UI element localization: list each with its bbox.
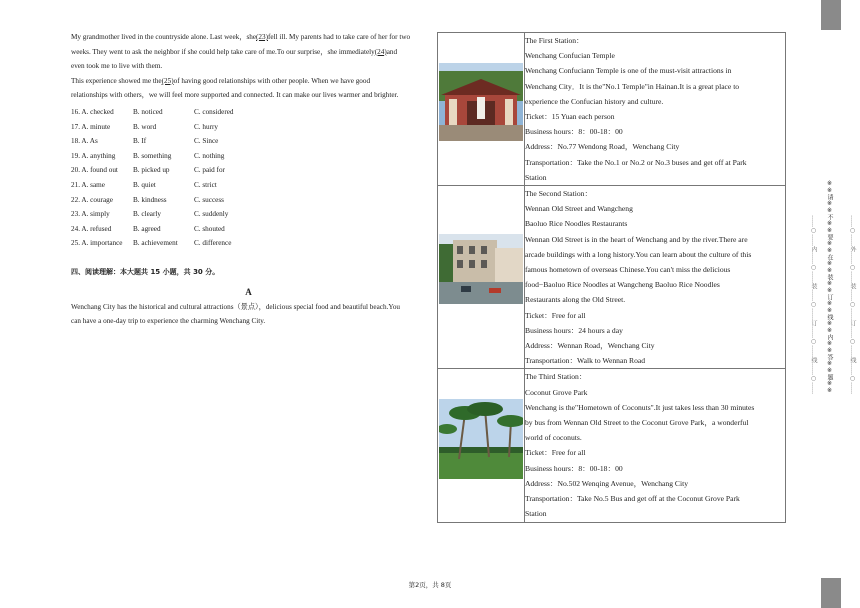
passage-letter: A bbox=[245, 286, 252, 297]
option-row: 17. A. minute B. word C. hurry bbox=[71, 122, 218, 131]
wennan-old-street-photo bbox=[439, 234, 523, 304]
option-row: 19. A. anything B. something C. nothing bbox=[71, 151, 225, 160]
station-text-cell: The First Station： Wenchang Confucian Temple Wenchang Confuciann Temple is one of the must-visit attractions in Wenchang City．It is the"No.1 Temple"in Hainan.It is a great place to experience the Confucian history and culture. Ticket：15 Yuan each person Business hours：8：00-18：00 Address：No.77 Wendong Road，Wenchang City Transportation：Take the No.1 or No.2 or No.3 buses and get off at Park Station bbox=[525, 33, 786, 186]
coconut-grove-photo bbox=[439, 399, 523, 479]
binding-line-outer: ……○……内……○……装……○……订……○……线……○…… bbox=[810, 214, 817, 394]
page-footer: 第2页，共 8页 bbox=[408, 581, 452, 589]
option-row: 20. A. found out B. picked up C. paid for bbox=[71, 166, 225, 175]
option-row: 21. A. same B. quiet C. strict bbox=[71, 180, 217, 189]
passage-line: This experience showed me the(25)of having good relationships with other people. When we have good bbox=[71, 76, 371, 85]
station-image-cell bbox=[438, 33, 525, 186]
option-row: 18. A. As B. If C. Since bbox=[71, 137, 219, 146]
answer-options bbox=[71, 105, 426, 251]
confucian-temple-photo bbox=[439, 63, 523, 141]
option-row: 16. A. checked B. noticed C. considered bbox=[71, 107, 234, 116]
passage-line: relationships with others，we will feel more supported and connected. It can make our lives warmer and brighter. bbox=[71, 91, 399, 100]
blank-25: (25) bbox=[161, 76, 174, 85]
option-row: 23. A. simply B. clearly C. suddenly bbox=[71, 210, 229, 219]
option-row: 25. A. importance B. achievement C. difference bbox=[71, 239, 232, 248]
blank-24: (24) bbox=[374, 47, 387, 56]
binding-notice: ※※请※※不※※要※※在※※装※※订※※线※※内※※答※※题※※ bbox=[826, 180, 833, 394]
stations-table bbox=[437, 32, 786, 523]
station-text-cell: The Second Station： Wennan Old Street and Wangcheng Baoluo Rice Noodles Restaurants Wennan Old Street is in the heart of Wenchang and by the river.There are arcade buildings with a long history.You can learn about the culture of this famous hometown of overseas Chinese.You can't miss the delicious food−Baoluo Rice Noodles at Wangcheng Baoluo Rice Noodles Restaurants along the Old Street. Ticket：Free for all Business hours：24 hours a day Address：Wennan Road，Wenchang City Transportation：Walk to Wennan Road bbox=[525, 186, 786, 369]
passage-line: weeks. They went to ask the neighbor if she could help take care of me.To our surprise，she immediately(24)and bbox=[71, 47, 398, 56]
section-heading: 四、阅读理解：本大题共 15 小题，共 30 分。 bbox=[71, 267, 220, 276]
option-row: 24. A. refused B. agreed C. shouted bbox=[71, 224, 225, 233]
binding-line-inner: ……○……外……○……装……○……订……○……线……○…… bbox=[849, 214, 856, 394]
passage-line: My grandmother lived in the countryside alone. Last week，she(23)fell ill. My parents had to take care of her for two bbox=[71, 33, 411, 41]
station-row-2 bbox=[438, 186, 786, 369]
station-image-cell bbox=[438, 186, 525, 369]
intro-line: can have a one-day trip to experience the charming Wenchang City. bbox=[71, 317, 266, 326]
passage-line: even took me to live with them. bbox=[71, 62, 163, 71]
cloze-passage bbox=[71, 30, 426, 329]
station-text-cell: The Third Station： Coconut Grove Park Wenchang is the"Hometown of Coconuts".It just takes less than 30 minutes by bus from Wennan Old Street to the Coconut Grove Park，a wonderful world of coconuts. Ticket：Free for all Business hours：8：00-18：00 Address：No.502 Wenqing Avenue，Wenchang City Transportation：Take No.5 Bus and get off at the Coconut Grove Park Station bbox=[525, 369, 786, 522]
option-row: 22. A. courage B. kindness C. success bbox=[71, 195, 224, 204]
intro-line: Wenchang City has the historical and cultural attractions（景点），delicious special food and beautiful beach.You bbox=[71, 302, 401, 311]
station-image-cell bbox=[438, 369, 525, 522]
blank-23: (23) bbox=[256, 33, 269, 41]
station-row-1 bbox=[438, 33, 786, 186]
station-row-3 bbox=[438, 369, 786, 522]
binding-strip-top bbox=[821, 0, 841, 30]
binding-strip-bottom bbox=[821, 578, 841, 608]
